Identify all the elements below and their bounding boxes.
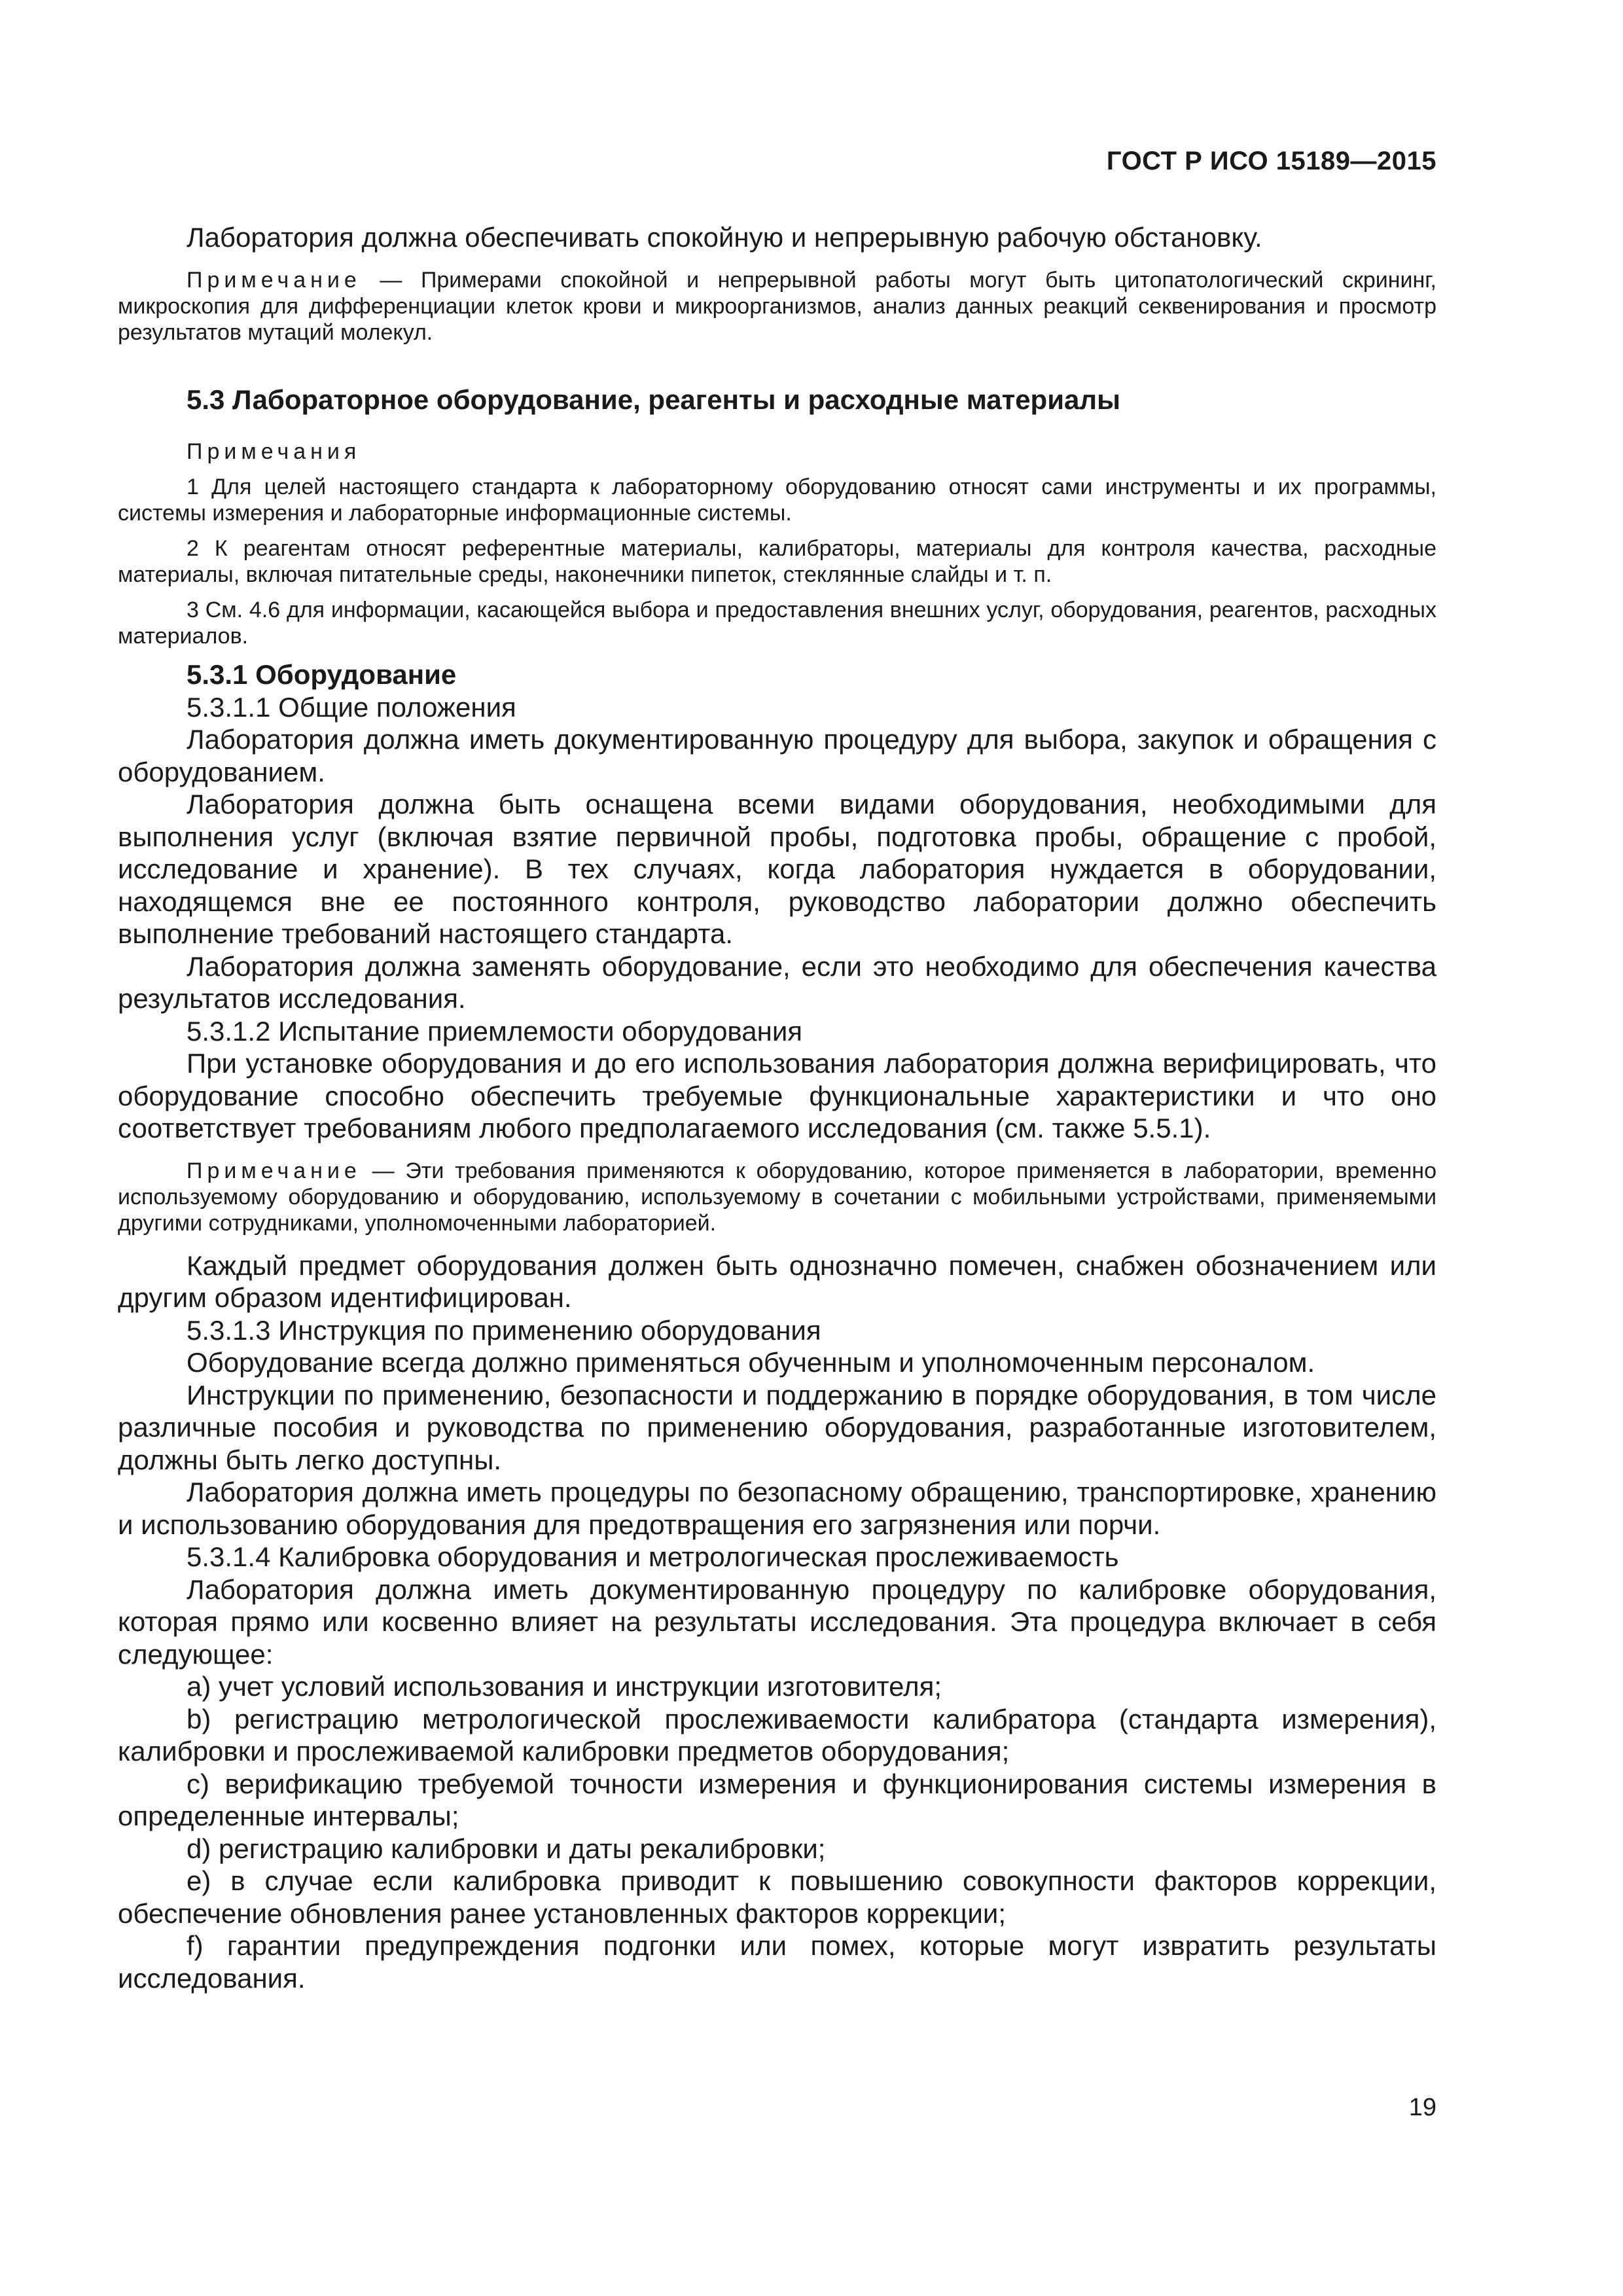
paragraph-calibration: Лаборатория должна иметь документированную процедуру по калибровке оборудования, которая прямо или косвенно влияет на результаты исследования. Эта процедура включает в себя следующее: xyxy=(118,1573,1436,1670)
page-content xyxy=(118,221,1436,1994)
section-5-3-title: 5.3 Лабораторное оборудование, реагенты и расходные материалы xyxy=(187,384,1120,415)
section-5-3-1-title: 5.3.1 Оборудование xyxy=(187,659,457,690)
paragraph-trained-staff: Оборудование всегда должно применяться обученным и уполномоченным персоналом. xyxy=(187,1347,1315,1378)
intro-paragraph: Лаборатория должна обеспечивать спокойную и непрерывную рабочую обстановку. xyxy=(187,222,1262,253)
paragraph-procedure: Лаборатория должна иметь документированную процедуру для выбора, закупок и обращения с оборудованием. xyxy=(118,724,1436,787)
section-5-3-1-3-title: 5.3.1.3 Инструкция по применению оборудования xyxy=(187,1314,821,1346)
note-equipment-quiet xyxy=(118,267,1436,346)
notes-label xyxy=(118,439,1436,465)
note-label: Примечание xyxy=(187,1158,361,1183)
page-number: 19 xyxy=(1408,2094,1436,2121)
list-item-e: e) в случае если калибровка приводит к повышению совокупности факторов коррекции, обеспечение обновления ранее установленных факторов коррекции; xyxy=(118,1865,1436,1929)
note-acceptance xyxy=(118,1158,1436,1236)
standard-header: ГОСТ Р ИСО 15189—2015 xyxy=(1106,147,1436,175)
paragraph-identification: Каждый предмет оборудования должен быть однозначно помечен, снабжен обозначением или другим образом идентифицирован. xyxy=(118,1249,1436,1313)
note-label: Примечание xyxy=(187,267,361,293)
notes-label-text: Примечания xyxy=(187,439,361,464)
list-item-c: c) верификацию требуемой точности измерения и функционирования системы измерения в определенные интервалы; xyxy=(118,1768,1436,1831)
note-text: — Эти требования применяются к оборудованию, которое применяется в лаборатории, временно используемому оборудованию и оборудованию, используемому в сочетании с мобильными устройствами, применяемыми другими сотрудниками, уполномоченными лабораторией. xyxy=(118,1158,1436,1236)
paragraph-acceptance: При установке оборудования и до его использования лаборатория должна верифицировать, что оборудование способно обеспечить требуемые функциональные характеристики и что оно соответствует требованиям любого предполагаемого исследования (см. также 5.5.1). xyxy=(118,1048,1436,1143)
section-5-3-1-2-title: 5.3.1.2 Испытание приемлемости оборудования xyxy=(187,1015,803,1047)
note-text: — Примерами спокойной и непрерывной работы могут быть цитопатологический скрининг, микроскопия для дифференциации клеток крови и микроорганизмов, анализ данных реакций секвенирования и просмотр результатов мутаций молекул. xyxy=(118,267,1436,345)
note-item-2: 2 К реагентам относят референтные материалы, калибраторы, материалы для контроля качества, расходные материалы, включая питательные среды, наконечники пипеток, стеклянные слайды и т. п. xyxy=(118,536,1436,587)
paragraph-instructions: Инструкции по применению, безопасности и поддержанию в порядке оборудования, в том числе различные пособия и руководства по применению оборудования, разработанные изготовителем, должны быть легко доступны. xyxy=(118,1379,1436,1475)
paragraph-replace: Лаборатория должна заменять оборудование, если это необходимо для обеспечения качества результатов исследования. xyxy=(118,950,1436,1014)
list-item-f: f) гарантии предупреждения подгонки или помех, которые могут извратить результаты исследования. xyxy=(118,1930,1436,1994)
note-item-3: 3 См. 4.6 для информации, касающейся выбора и предоставления внешних услуг, оборудования, реагентов, расходных материалов. xyxy=(118,598,1436,649)
paragraph-equipped: Лаборатория должна быть оснащена всеми видами оборудования, необходимыми для выполнения услуг (включая взятие первичной пробы, подготовка пробы, обращение с пробой, исследование и хранение). В тех случаях, когда лаборатория нуждается в оборудовании, находящемся вне ее постоянного контроля, руководство лаборатории должно обеспечить выполнение требований настоящего стандарта. xyxy=(118,789,1436,949)
section-5-3-1-4-title: 5.3.1.4 Калибровка оборудования и метрологическая прослеживаемость xyxy=(187,1541,1119,1572)
note-item-1: 1 Для целей настоящего стандарта к лабораторному оборудованию относят сами инструменты и их программы, системы измерения и лабораторные информационные системы. xyxy=(118,475,1436,526)
paragraph-safe-handling: Лаборатория должна иметь процедуры по безопасному обращению, транспортировке, хранению и использованию оборудования для предотвращения его загрязнения или порчи. xyxy=(118,1477,1436,1540)
list-item-b: b) регистрацию метрологической прослеживаемости калибратора (стандарта измерения), калибровки и прослеживаемой калибровки предметов оборудования; xyxy=(118,1703,1436,1767)
section-5-3-1-1-title: 5.3.1.1 Общие положения xyxy=(187,691,516,723)
list-item-a: a) учет условий использования и инструкции изготовителя; xyxy=(187,1671,942,1702)
list-item-d: d) регистрацию калибровки и даты рекалибровки; xyxy=(187,1833,826,1864)
